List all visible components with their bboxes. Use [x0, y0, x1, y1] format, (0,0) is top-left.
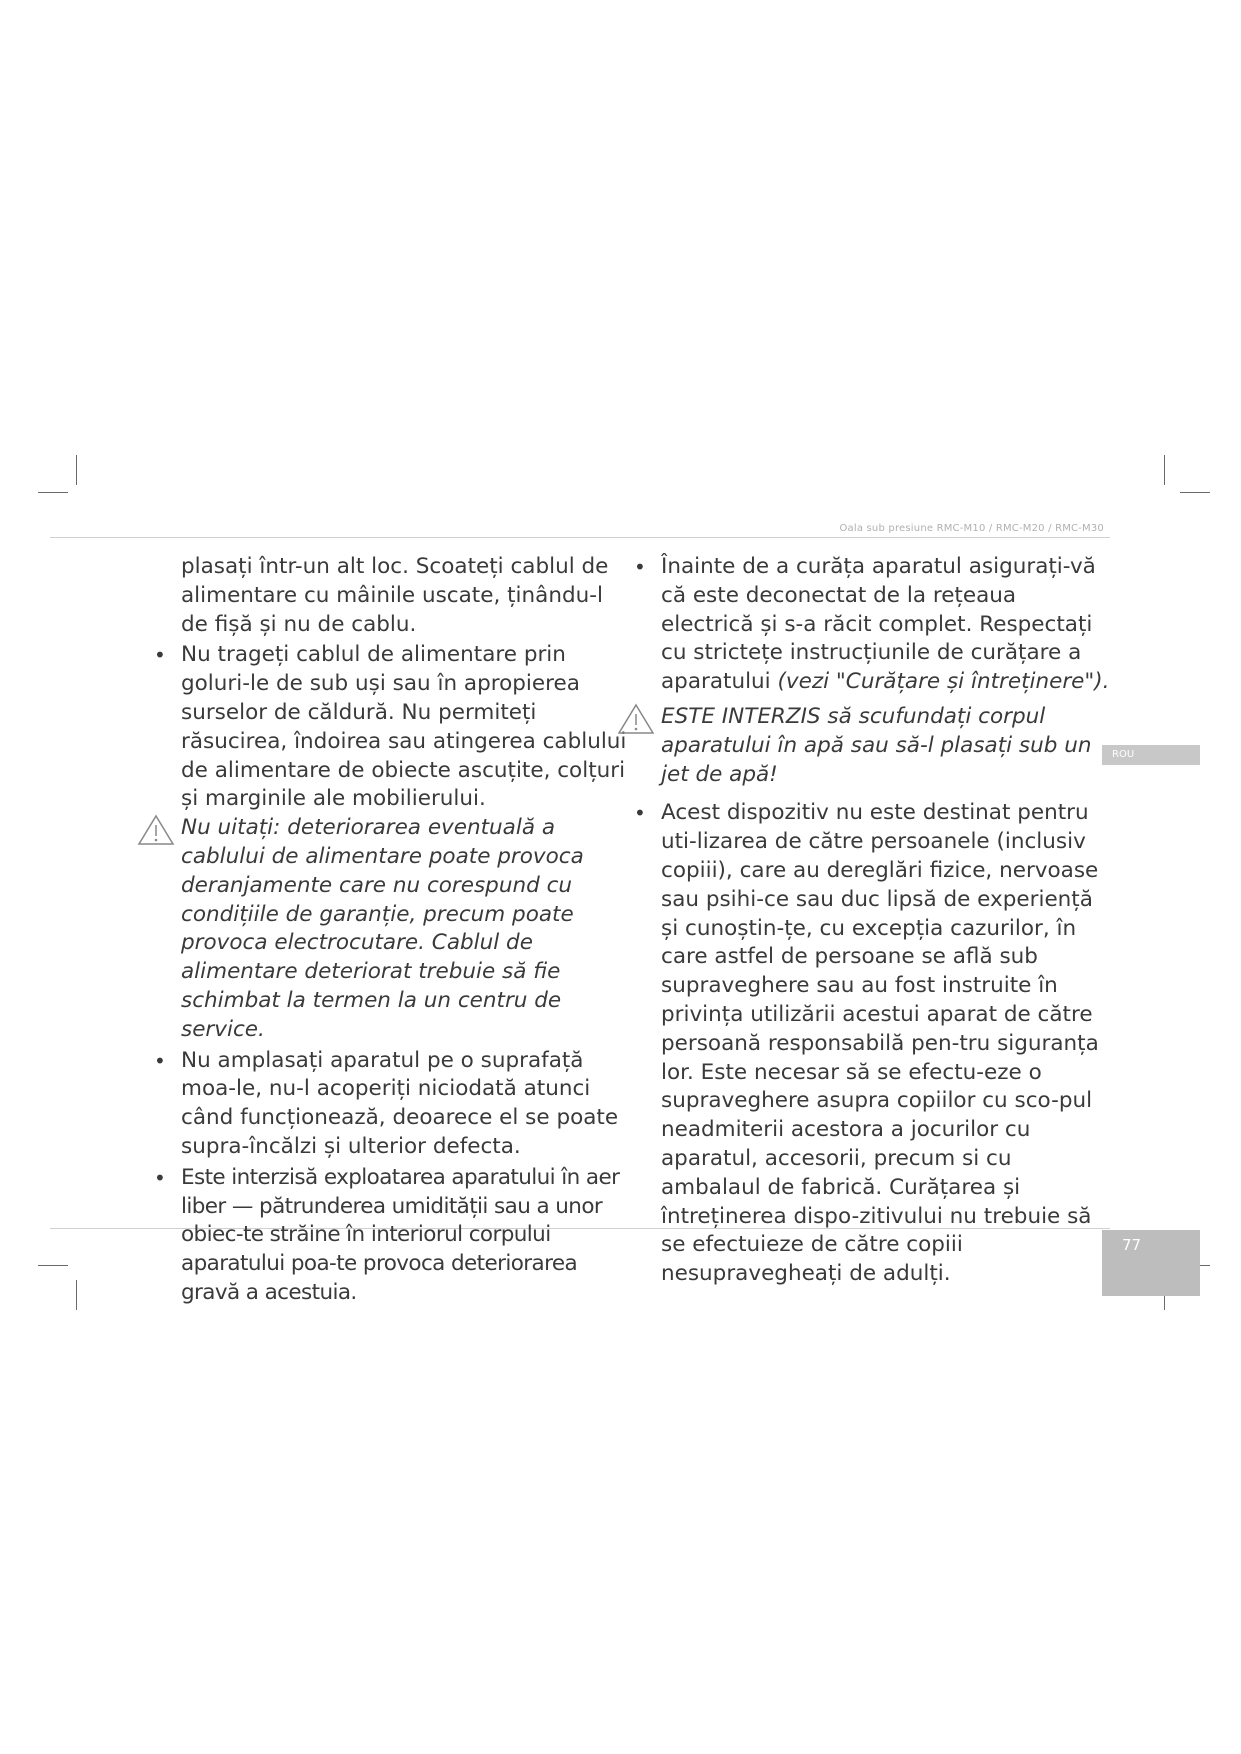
warning-note: [181, 814, 627, 1044]
page-number: 77: [1102, 1230, 1200, 1296]
warning-note: [661, 703, 1113, 789]
crop-mark: [76, 455, 77, 485]
crop-mark: [1164, 455, 1165, 485]
crop-mark: [38, 492, 68, 493]
bullet-icon: •: [634, 801, 646, 826]
bullet-icon: •: [154, 1165, 166, 1190]
warning-text: Nu uitați: deteriorarea eventuală a cablului de alimentare poate provoca deranjamente care nu corespund cu condițiile de garanție, precum poate provoca electrocutare. Cablul de alimentare deteriorat trebuie să fie schimbat la termen la un centru de service.: [181, 815, 584, 1042]
list-item-text: Este interzisă exploatarea aparatului în aer liber — pătrunderea umidității sau a unor obiec-te străine în interiorul corpului aparatului poa-te provoca deteriorarea gravă a acestuia.: [181, 1164, 620, 1305]
right-column: [634, 553, 1113, 1289]
list-item-text: Înainte de a curăța aparatul asigurați-vă că este deconectat de la rețeaua electrică și s-a răcit complet. Respectați cu strictețe instrucțiunile de curățare a aparatului: [661, 554, 1096, 695]
cross-reference: (vezi "Curățare și întreținere").: [777, 669, 1110, 695]
warning-text: ESTE INTERZIS să scufundați corpul aparatului în apă sau să-l plasați sub un jet de apă!: [661, 703, 1092, 787]
crop-mark: [76, 1280, 77, 1310]
bullet-icon: •: [154, 643, 166, 668]
continuation-paragraph: plasați într-un alt loc. Scoateți cablul de alimentare cu mâinile uscate, ținându-l de fișă și nu de cablu.: [181, 554, 609, 637]
list-item: [154, 641, 627, 814]
list-item-text: Nu amplasați aparatul pe o suprafață moa-le, nu-l acoperiți niciodată atunci când funcționează, deoarece el se poate supra-încălzi și ulterior defecta.: [181, 1047, 619, 1159]
left-column: [154, 553, 627, 1308]
list-item: [154, 1047, 627, 1162]
header-title: Oala sub presiune RMC-M10 / RMC-M20 / RMC-M30: [839, 523, 1104, 534]
bullet-icon: •: [154, 1048, 166, 1073]
warning-triangle-icon: [617, 703, 655, 735]
header-rule: [50, 537, 1110, 538]
warning-triangle-icon: [137, 814, 175, 846]
list-item: [634, 553, 1113, 697]
list-item-text: Nu trageți cablul de alimentare prin goluri-le de sub uși sau în apropierea surselor de căldură. Nu permiteți răsucirea, îndoirea sau atingerea cablului de alimentare de obiecte ascuțite, colțuri și marginile ale mobilierului.: [181, 642, 627, 812]
bullet-icon: •: [634, 555, 646, 579]
language-tab: ROU: [1102, 745, 1200, 765]
crop-mark: [38, 1265, 68, 1266]
list-item: [634, 799, 1113, 1289]
list-item: [154, 1164, 627, 1308]
list-item-text: Acest dispozitiv nu este destinat pentru uti-lizarea de către persoanele (inclusiv copiii), care au dereglări fizice, nervoase sau psihi-ce sau duc lipsă de experiență și cunoștin-țe, cu excepția cazurilor, în care astfel de persoane se află sub supraveghere sau au fost instruite în privința utilizării acestui aparat de către persoană responsabilă pen-tru siguranța lor. Este necesar să se efectu-eze o supraveghere asupra copiilor cu sco-pul neadmiterii acestora a jocurilor cu aparatul, accesorii, precum si cu ambalaul de fabrică. Curățarea și întreținerea dispo-zitivului nu trebuie să se efectuieze de către copiii nesupravegheați de adulți.: [661, 800, 1099, 1287]
crop-mark: [1180, 492, 1210, 493]
